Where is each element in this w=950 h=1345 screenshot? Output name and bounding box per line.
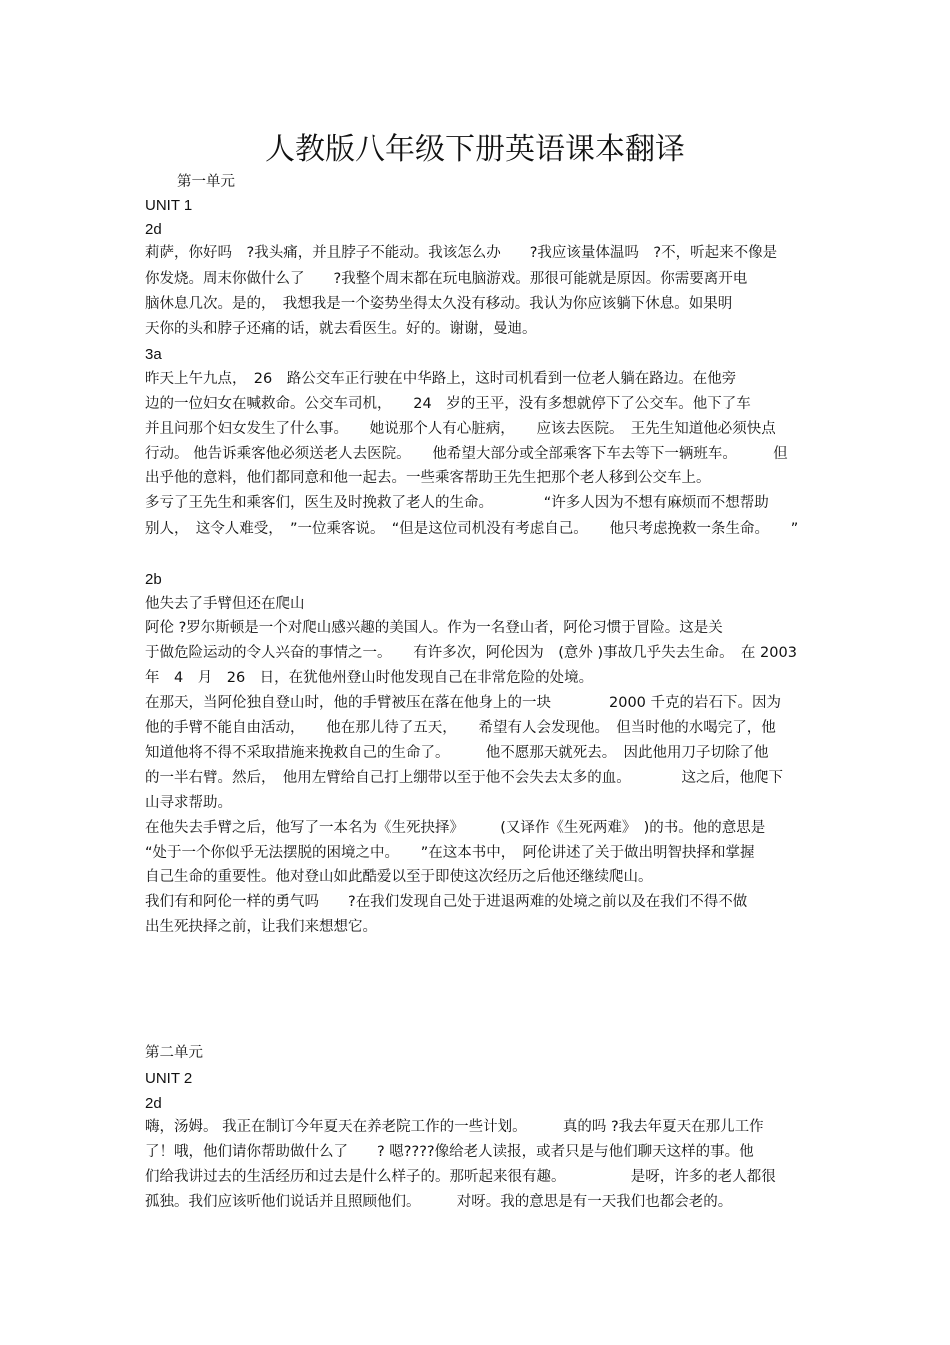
unit1-2b-label: 2b xyxy=(145,571,162,588)
text-line: 出乎他的意料，他们都同意和他一起去。一些乘客帮助王先生把那个老人移到公交车上。 xyxy=(145,470,711,486)
unit1-label: UNIT 1 xyxy=(145,197,193,214)
text-line: 天你的头和脖子还痛的话，就去看医生。好的。谢谢，曼迪。 xyxy=(145,321,537,337)
text-line: 他的手臂不能自由活动， 他在那儿待了五天， 希望有人会发现他。 但当时他的水喝完了，他 xyxy=(145,720,776,736)
text-line: 他失去了手臂但还在爬山 xyxy=(145,596,305,612)
text-line: 自己生命的重要性。他对登山如此酷爱以至于即使这次经历之后他还继续爬山。 xyxy=(145,869,653,885)
text-line: 在那天，当阿伦独自登山时，他的手臂被压在落在他身上的一块 2000 千克的岩石下。因为 xyxy=(145,695,782,711)
text-line: 们给我讲过去的生活经历和过去是什么样子的。那听起来很有趣。 是呀，许多的老人都很 xyxy=(145,1169,776,1185)
text-line: 了！哦，他们请你帮助做什么了 ? 嗯????像给老人读报，或者只是与他们聊天这样的事。他 xyxy=(145,1144,754,1160)
text-line: 嗨，汤姆。 我正在制订今年夏天在养老院工作的一些计划。 真的吗 ?我去年夏天在那儿工作 xyxy=(145,1119,764,1135)
unit1-heading: 第一单元 xyxy=(177,174,235,190)
text-line: 并且问那个妇女发生了什么事。 她说那个人有心脏病， 应该去医院。 王先生知道他必须快点 xyxy=(145,421,776,437)
unit2-label: UNIT 2 xyxy=(145,1070,193,1087)
text-line: 出生死抉择之前，让我们来想想它。 xyxy=(145,919,377,935)
unit2-2d-label: 2d xyxy=(145,1095,162,1112)
text-line: 孤独。我们应该听他们说话并且照顾他们。 对呀。我的意思是有一天我们也都会老的。 xyxy=(145,1194,733,1210)
text-line: 昨天上午九点， 26 路公交车正行驶在中华路上，这时司机看到一位老人躺在路边。在他旁 xyxy=(145,371,737,387)
text-line: 你发烧。周末你做什么了 ?我整个周末都在玩电脑游戏。那很可能就是原因。你需要离开电 xyxy=(145,271,748,287)
text-line: 莉萨，你好吗 ?我头痛，并且脖子不能动。我该怎么办 ?我应该量体温吗 ?不，听起来不像是 xyxy=(145,245,778,261)
unit2-heading: 第二单元 xyxy=(145,1045,203,1061)
text-line: 的一半右臂。然后， 他用左臂给自己打上绷带以至于他不会失去太多的血。 这之后，他爬下 xyxy=(145,770,783,786)
text-line: 年 4 月 26 日，在犹他州登山时他发现自己在非常危险的处境。 xyxy=(145,670,594,686)
text-line: 山寻求帮助。 xyxy=(145,795,232,811)
text-line: 于做危险运动的令人兴奋的事情之一。 有许多次，阿伦因为 (意外 )事故几乎失去生命。 在 2003 xyxy=(145,645,797,661)
unit1-3a-label: 3a xyxy=(145,346,162,363)
text-line: 边的一位妇女在喊救命。公交车司机， 24 岁的王平，没有多想就停下了公交车。他下了车 xyxy=(145,396,751,412)
text-line: 别人， 这令人难受， ”一位乘客说。 “但是这位司机没有考虑自己。 他只考虑挽救一条生命。 ” xyxy=(145,521,799,537)
text-line: 阿伦 ?罗尔斯顿是一个对爬山感兴趣的美国人。作为一名登山者，阿伦习惯于冒险。这是关 xyxy=(145,620,723,636)
text-line: 在他失去手臂之后，他写了一本名为《生死抉择》 (又译作《生死两难》 )的书。他的意思是 xyxy=(145,820,766,836)
text-line: “处于一个你似乎无法摆脱的困境之中。 ”在这本书中， 阿伦讲述了关于做出明智抉择和掌握 xyxy=(145,845,755,861)
text-line: 多亏了王先生和乘客们，医生及时挽救了老人的生命。 “许多人因为不想有麻烦而不想帮助 xyxy=(145,495,769,511)
text-line: 我们有和阿伦一样的勇气吗 ?在我们发现自己处于进退两难的处境之前以及在我们不得不做 xyxy=(145,894,748,910)
text-line: 知道他将不得不采取措施来挽救自己的生命了。 他不愿那天就死去。 因此他用刀子切除了他 xyxy=(145,745,769,761)
document-title: 人教版八年级下册英语课本翻译 xyxy=(265,132,685,167)
text-line: 脑休息几次。是的， 我想我是一个姿势坐得太久没有移动。我认为你应该躺下休息。如果明 xyxy=(145,296,733,312)
text-line: 行动。 他告诉乘客他必须送老人去医院。 他希望大部分或全部乘客下车去等下一辆班车。 但 xyxy=(145,446,788,462)
unit1-2d-label: 2d xyxy=(145,221,162,238)
